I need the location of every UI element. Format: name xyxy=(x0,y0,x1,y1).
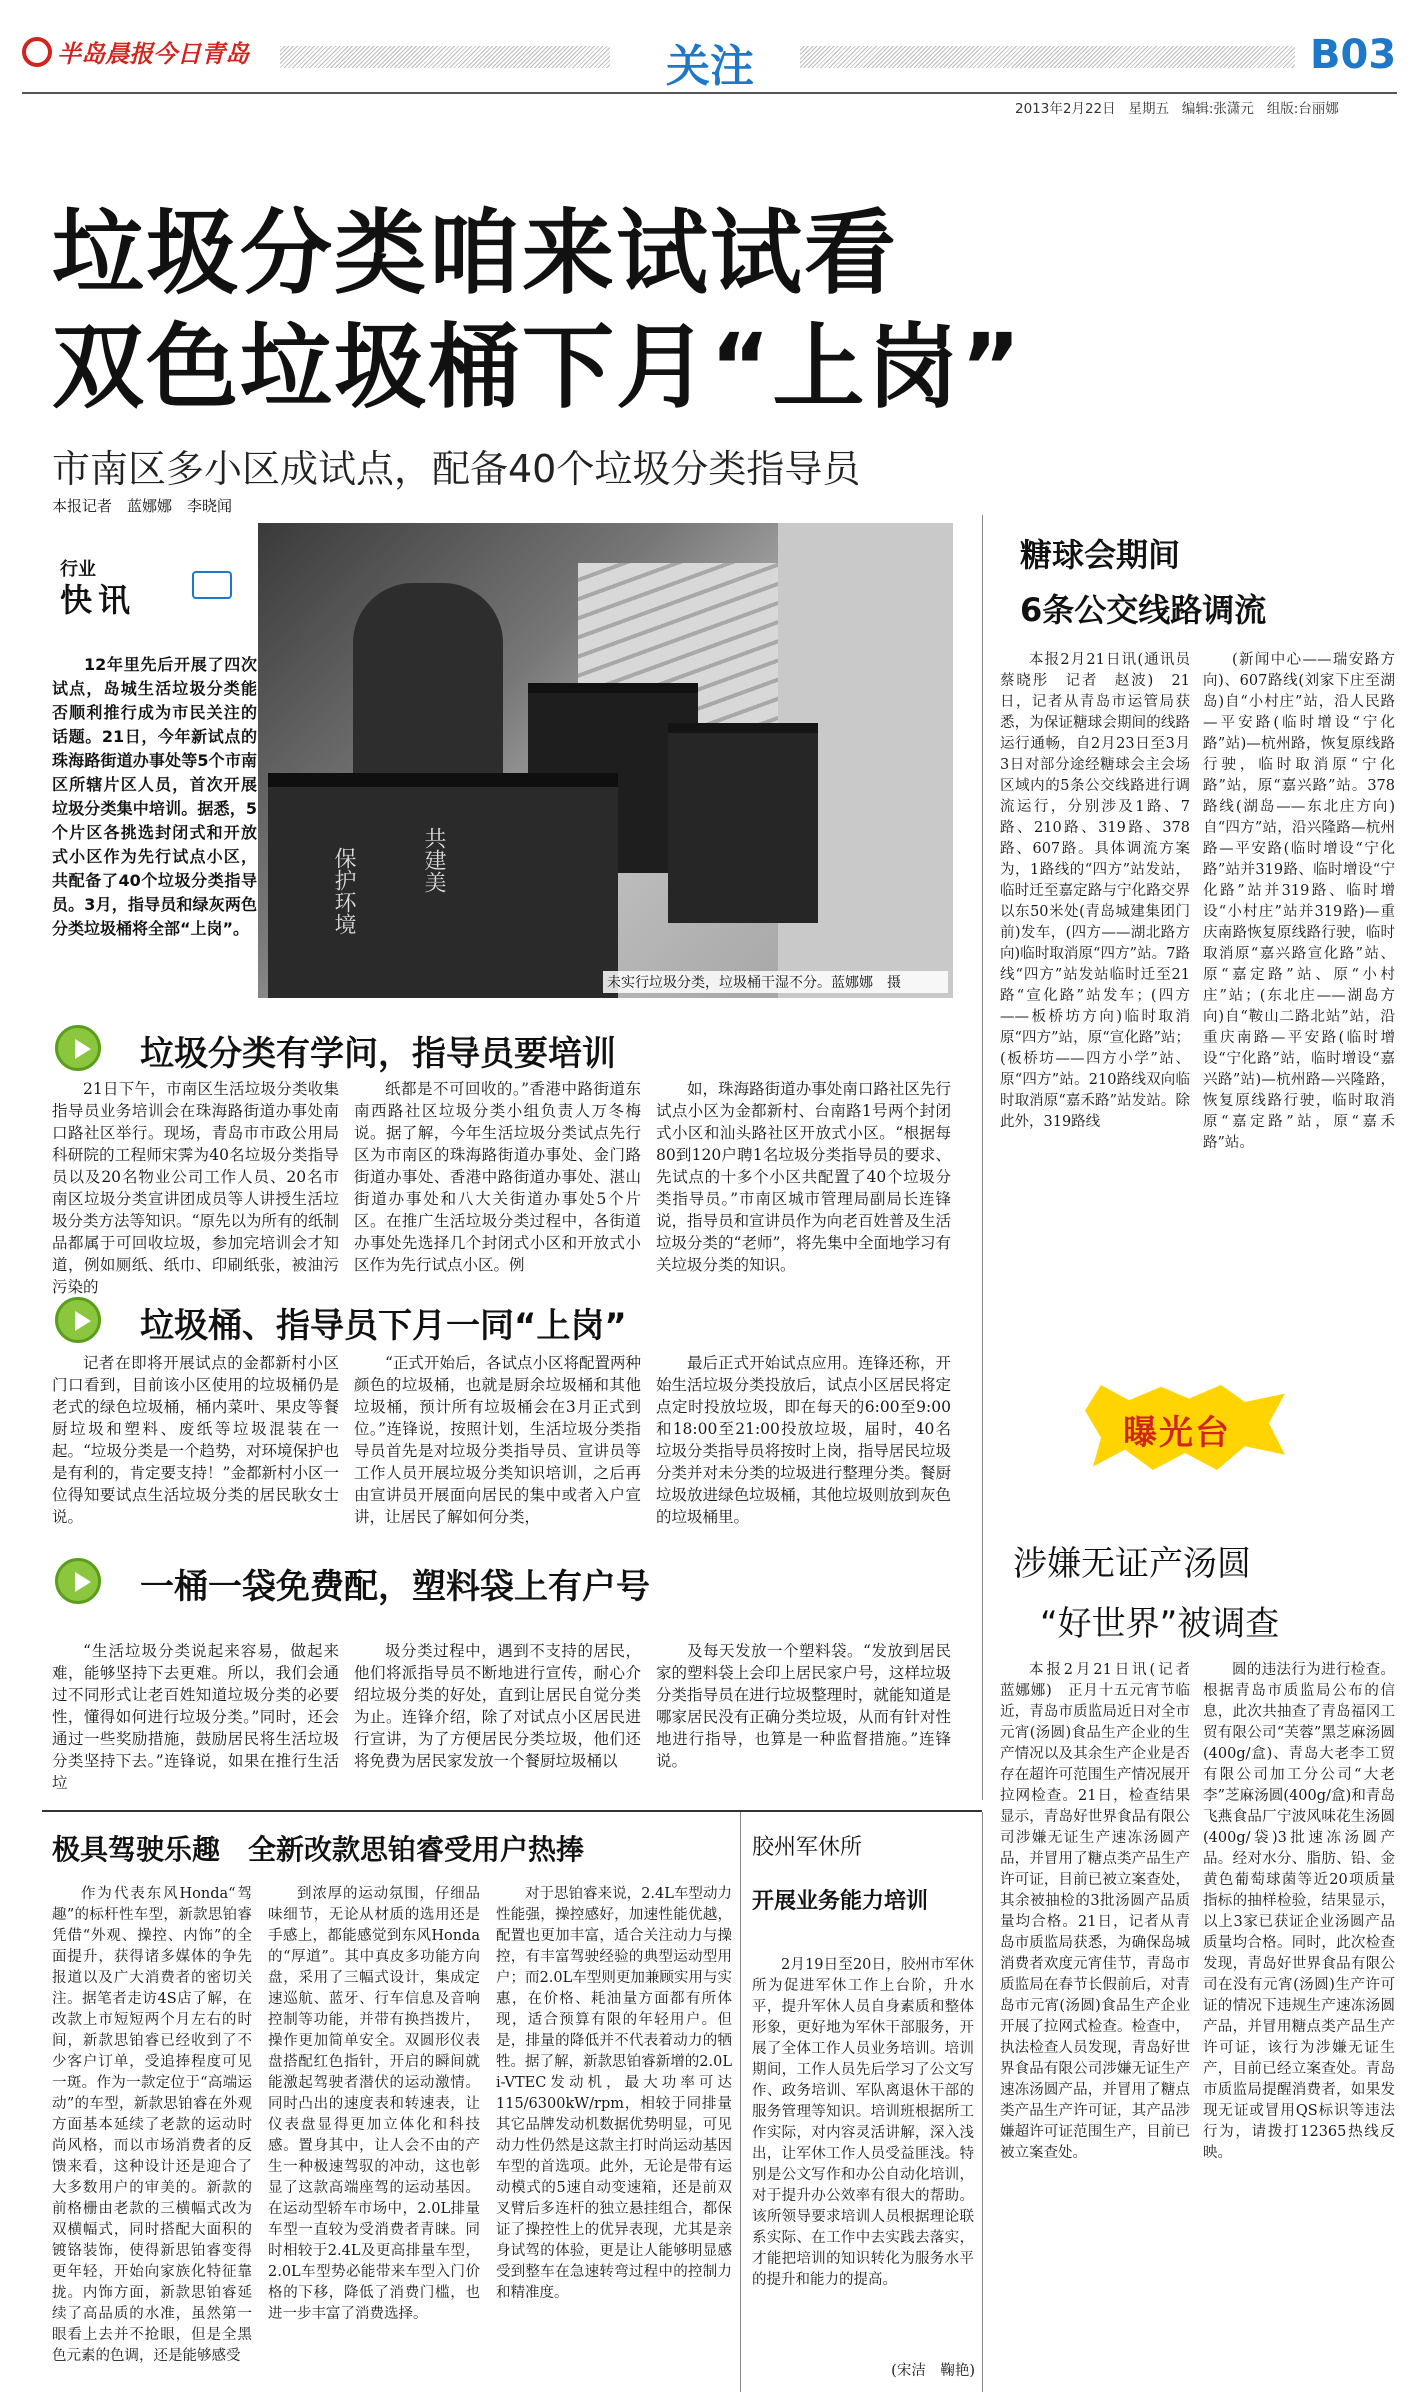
exposure-col2: 圆的违法行为进行检查。根据青岛市质监局公布的信息，此次共抽查了青岛福冈工贸有限公司“芙蓉”黑芝麻汤圆(400g/盒)、青岛大老李工贸有限公司加工分公司“大老李”芝麻汤圆(400g/盒)和青岛飞燕食品厂宁波风味花生汤圆(400g/袋)3批速冻汤圆产品。经对水分、脂肪、铅、金黄色葡萄球菌等近20项质量指标的抽样检验，结果显示，以上3家已获证企业汤圆产品质量均合格。同时，此次检查发现，青岛好世界食品有限公司在没有元宵(汤圆)生产许可证的情况下违规生产速冻汤圆产品，并冒用糖点类产品生产许可证，该行为涉嫌无证生产，目前已经立案查处。青岛市质监局提醒消费者，如果发现无证或冒用QS标识等违法行为，请拨打12365热线反映。 xyxy=(1203,1662,1395,2161)
badge-label-top: 行业 xyxy=(60,559,96,580)
section3-col2: 圾分类过程中，遇到不支持的居民，他们将派指导员不断地进行宣传，耐心介绍垃圾分类的好处，直到让居民自觉分类为止。连锋介绍，除了对试点小区居民进行宣讲，为了方便居民分类垃圾，他们还将免费为居民家发放一个餐厨垃圾桶以 xyxy=(354,1642,641,1770)
army-article-text: 2月19日至20日，胶州市军休所为促进军休工作上台阶，升水平，提升军休人员自身素质和整体形象，更好地为军休干部服务，开展了全体工作人员业务培训。培训期间，工作人员先后学习了公文写作、政务培训、军队离退休干部的服务管理等知识。培训班根据所工作实际，对内容灵活讲解，深入浅出，让军休工作人员受益匪浅。特别是公文写作和办公自动化培训，对于提升办公效率有很大的帮助。该所领导要求培训人员根据理论联系实际、在工作中去实践去落实，才能把培训的知识转化为服务水平的提升和能力的提高。 xyxy=(752,1957,974,2288)
express-badge xyxy=(52,553,257,619)
issue-date: 2013年2月22日 xyxy=(1015,101,1116,117)
bus-news-col2: (新闻中心——瑞安路方向)、607路线(刘家下庄至湖岛)自“小村庄”站，沿人民路—平安路(临时增设“宁化路”站)—杭州路，恢复原线路行驶，临时取消原“宁化路”站，原“嘉兴路”站。378路线(湖岛——东北庄方向)自“四方”站，沿兴隆路—杭州路—平安路(临时增设“宁化路”站并319路、临时增设“宁化路”站并319路、临时增设“小村庄”站并319路)—重庆南路恢复原线路行驶，临时取消原“嘉兴路宣化路”站、原“嘉定路”站、原“小村庄”站；(东北庄——湖岛方向)自“鞍山二路北站”站，沿重庆南路—平安路(临时增设“宁化路”站，临时增设“嘉兴路”站)—杭州路—兴隆路，恢复原线路行驶，临时取消原“嘉定路”站，原“嘉禾路”站。 xyxy=(1203,652,1395,1151)
page-number: B03 xyxy=(1310,32,1397,78)
newspaper-logo: 半岛晨报今日青岛 xyxy=(22,34,272,74)
auto-article-col3: 对于思铂睿来说，2.4L车型动力性能强，操控感好，加速性能优越，配置也更加丰富，适合关注动力与操控，有丰富驾驶经验的典型运动型用户；而2.0L车型则更加兼顾实用与实惠，在价格、耗油量方面都有所体现，适合预算有限的年轻用户。但是，排量的降低并不代表着动力的牺牲。据了解，新款思铂睿新增的2.0L i-VTEC发动机，最大功率可达115/6300kW/rpm，相较于同排量其它品牌发动机数据优势明显，可见动力性仍然是这款主打时尚运动基因车型的首选项。此外，无论是带有运动模式的5速自动变速箱，还是前双叉臂后多连杆的独立悬挂组合，都保证了操控性上的优异表现，尤其是亲身试驾的体验，更是让人能够明显感受到整车在急速转弯过程中的控制力和精准度。 xyxy=(496,1886,732,2301)
section3-col3: 及每天发放一个塑料袋。“发放到居民家的塑料袋上会印上居民家户号，这样垃圾分类指导员在进行垃圾整理时，就能知道是哪家居民没有正确分类垃圾，从而有针对性地进行指导，也算是一种监督措施。”连锋说。 xyxy=(656,1642,951,1770)
headline-byline: 本报记者 蓝娜娜 李晓闻 xyxy=(52,497,233,515)
column-divider xyxy=(740,1812,741,2392)
section1-col2: 纸都是不可回收的。”香港中路街道东南西路社区垃圾分类小组负责人万冬梅说。据了解，今年生活垃圾分类试点先行区为市南区的珠海路街道办事处、金门路街道办事处、香港中路街道办事处、湛山街道办事处和八大关街道办事处5个片区。在推广生活垃圾分类过程中，各街道办事处先选择几个封闭式小区和开放式小区作为先行试点小区。例 xyxy=(354,1080,641,1274)
mail-icon xyxy=(192,571,232,599)
masthead-rule xyxy=(22,92,1397,94)
page-layout: 组版:台丽娜 xyxy=(1266,101,1339,117)
section2-col1: 记者在即将开展试点的金都新村小区门口看到，目前该小区使用的垃圾桶仍是老式的绿色垃圾桶，桶内菜叶、果皮等餐厨垃圾和塑料、废纸等垃圾混装在一起。“垃圾分类是一个趋势，对环境保护也是有利的，肯定要支持！”金都新村小区一位得知要试点生活垃圾分类的居民耿女士说。 xyxy=(52,1354,339,1526)
exposure-badge: 曝光台 xyxy=(1085,1385,1285,1470)
section3-col1: “生活垃圾分类说起来容易，做起来难，能够坚持下去更难。所以，我们会通过不同形式让老百姓知道垃圾分类的必要性，懂得如何进行垃圾分类。”同时，还会通过一些奖励措施，鼓励居民将生活垃圾分类坚持下去。”连锋说，如果在推行生活垃 xyxy=(52,1642,339,1792)
headline-line2: 双色垃圾桶下月“上岗” xyxy=(52,314,1023,421)
exposure-title-1: 涉嫌无证产汤圆 xyxy=(1013,1544,1251,1584)
photo-bin-right xyxy=(668,723,818,923)
column-divider xyxy=(982,1812,983,2392)
photo-caption: 未实行垃圾分类，垃圾桶干湿不分。蓝娜娜 摄 xyxy=(603,971,948,993)
army-article-sign: (宋洁 鞠艳) xyxy=(891,2363,975,2379)
bin-slogan-1: 保护环境 xyxy=(331,847,356,935)
auto-article-title: 极具驾驶乐趣 全新改款思铂睿受用户热捧 xyxy=(52,1833,585,1866)
masthead-meta xyxy=(1015,97,1410,117)
section1-title: 垃圾分类有学问，指导员要培训 xyxy=(140,1034,616,1074)
play-icon xyxy=(55,1558,101,1604)
page-editor: 编辑:张潇元 xyxy=(1181,101,1254,117)
section1-col1: 21日下午，市南区生活垃圾分类收集指导员业务培训会在珠海路街道办事处南口路社区举行。现场，青岛市市政公用局科研院的工程师宋霁为40名垃圾分类指导员以及20名物业公司工作人员、20名市南区垃圾分类宣讲团成员等人讲授生活垃圾分类方法等知识。“原先以为所有的纸制品都属于可回收垃圾，参加完培训会才知道，例如厕纸、纸巾、印刷纸张，被油污污染的 xyxy=(52,1080,339,1296)
news-photo xyxy=(258,523,953,998)
masthead-stripe-left xyxy=(280,46,610,68)
bus-news-col1: 本报2月21日讯(通讯员 蔡晓彤 记者 赵波) 21日，记者从青岛市运管局获悉，为保证糖球会期间的线路运行通畅，自2月23日至3月3日对部分途经糖球会主会场区域内的5条公交线路进行调流运行，分别涉及1路、7路、210路、319路、378路、607路。具体调流方案为，1路线的“四方”站发站，临时迁至嘉定路与宁化路交界以东50米处(青岛城建集团门前)发车，(四方——湖北路方向)临时取消原“四方”站。7路线“四方”站发站临时迁至21路“宣化路”站发车；(四方——板桥坊方向)临时取消原“四方”站，原“宣化路”站；(板桥坊——四方小学”站、原“四方”站。210路线双向临时取消原“嘉禾路”站发站。除此外，319路线 xyxy=(1000,652,1205,1130)
section3-title: 一桶一袋免费配，塑料袋上有户号 xyxy=(140,1567,650,1607)
headline-subtitle: 市南区多小区成试点，配备40个垃圾分类指导员 xyxy=(52,447,861,491)
army-article-title-1: 胶州军休所 xyxy=(752,1835,863,1860)
play-icon xyxy=(55,1025,101,1071)
section-rule xyxy=(42,1810,982,1812)
auto-article-col1: 作为代表东风Honda“驾趣”的标杆性车型，新款思铂睿凭借“外观、操控、内饰”的全面提升，获得诸多媒体的争先报道以及广大消费者的密切关注。据笔者走访4S店了解，在改款上市短短两个月左右的时间，新款思铂睿已经收到了不少客户订单，受追捧程度可见一斑。作为一款定位于“高端运动”的车型，新款思铂睿在外观方面基本延续了老款的运动时尚风格，而以市场消费者的反馈来看，这种设计还是迎合了大多数用户的审美的。新款的前格栅由老款的三横幅式改为双横幅式，同时搭配大面积的镀铬装饰，使得新思铂睿变得更年轻，开始向家族化特征靠拢。内饰方面，新款思铂睿延续了高品质的水准，虽然第一眼看上去并不抢眼，但是全黑色元素的色调，还是能够感受 xyxy=(52,1886,252,2364)
bin-slogan-2: 共建美 xyxy=(421,827,446,893)
photo-bin-front xyxy=(268,773,618,998)
issue-weekday: 星期五 xyxy=(1128,101,1169,117)
army-article-title-2: 开展业务能力培训 xyxy=(752,1889,929,1914)
sidebar-lead xyxy=(52,523,257,993)
section2-col3: 最后正式开始试点应用。连锋还称，开始生活垃圾分类投放后，试点小区居民将定点定时投放垃圾，即在每天的6:00至9:00和18:00至21:00投放垃圾，届时，40名垃圾分类指导员将按时上岗，指导居民垃圾分类并对未分类的垃圾进行整理分类。餐厨垃圾放进绿色垃圾桶，其他垃圾则放到灰色的垃圾桶里。 xyxy=(656,1354,951,1526)
section2-title: 垃圾桶、指导员下月一同“上岗” xyxy=(140,1306,627,1346)
logo-icon xyxy=(22,37,52,67)
bus-news-title-2: 6条公交线路调流 xyxy=(1020,591,1267,629)
photo-worker xyxy=(353,583,503,783)
section1-col3: 如，珠海路街道办事处南口路社区先行试点小区为金都新村、台南路1号两个封闭式小区和汕头路社区开放式小区。“根据每80到120户聘1名垃圾分类指导员的要求、先试点的十多个小区共配置了40个垃圾分类指导员。”市南区城市管理局副局长连锋说，指导员和宣讲员作为向老百姓普及生活垃圾分类的“老师”，将先集中全面地学习有关垃圾分类的知识。 xyxy=(656,1080,951,1274)
masthead-stripe-right xyxy=(800,46,1295,68)
section2-col2: “正式开始后，各试点小区将配置两种颜色的垃圾桶，也就是厨余垃圾桶和其他垃圾桶，预计所有垃圾桶会在3月正式到位。”连锋说，按照计划，生活垃圾分类指导员首先是对垃圾分类指导员、宣讲员等工作人员开展垃圾分类知识培训，之后再由宣讲员开展面向居民的集中或者入户宣讲，让居民了解如何分类， xyxy=(354,1354,641,1526)
column-divider xyxy=(982,515,983,1800)
auto-article-col2: 到浓厚的运动氛围，仔细品味细节，无论从材质的选用还是手感上，都能感觉到东风Honda的“厚道”。其中真皮多功能方向盘，采用了三幅式设计，集成定速巡航、蓝牙、行车信息及音响控制等功能，并带有换挡拨片，操作更加简单安全。双圆形仪表盘搭配红色指针，开启的瞬间就能激起驾驶者潜伏的运动激情。同时凸出的速度表和转速表，让仪表盘显得更加立体化和科技感。置身其中，让人会不由的产生一种极速驾驭的冲动，这也彰显了这款高端座驾的运动基因。在运动型轿车市场中，2.0L排量车型一直较为受消费者青睐。同时相较于2.4L及更高排量车型，2.0L车型势必能带来车型入门价格的下移，降低了消费门槛，也进一步丰富了消费选择。 xyxy=(268,1886,480,2322)
masthead xyxy=(0,0,1417,118)
bus-news-title-1: 糖球会期间 xyxy=(1020,536,1181,574)
exposure-title-2: “好世界”被调查 xyxy=(1040,1604,1280,1644)
headline-line1: 垃圾分类咱来试试看 xyxy=(52,200,899,307)
exposure-col1: 本报2月21日讯(记者 蓝娜娜) 正月十五元宵节临近，青岛市质监局近日对全市元宵(汤圆)食品生产企业的生产情况以及其余生产企业是否存在超许可范围生产情况展开拉网检查。21日，检查结果显示，青岛好世界食品有限公司涉嫌无证生产速冻汤圆产品，并冒用了糖点类产品生产许可证，目前已被立案查处，其余被抽检的3批汤圆产品质量均合格。21日，记者从青岛市质监局获悉，为确保岛城消费者欢度元宵佳节，青岛市质监局在春节长假前后，对青岛市元宵(汤圆)食品生产企业开展了拉网式检查。检查中，执法检查人员发现，青岛好世界食品有限公司涉嫌无证生产速冻汤圆产品，并冒用了糖点类产品生产许可证，其产品涉嫌超许可证范围生产，目前已被立案查处。 xyxy=(1000,1662,1205,2161)
badge-label-main: 快讯 xyxy=(60,581,137,619)
section-name: 关注 xyxy=(666,41,754,92)
play-icon xyxy=(55,1297,101,1343)
sidebar-lead-text: 12年里先后开展了四次试点，岛城生活垃圾分类能否顺利推行成为市民关注的话题。21日，今年新试点的珠海路街道办事处等5个市南区所辖片区人员，首次开展垃圾分类集中培训。据悉，5个片区各挑选封闭式和开放式小区作为先行试点小区，共配备了40个垃圾分类指导员。3月，指导员和绿灰两色分类垃圾桶将全部“上岗”。 xyxy=(52,655,257,938)
